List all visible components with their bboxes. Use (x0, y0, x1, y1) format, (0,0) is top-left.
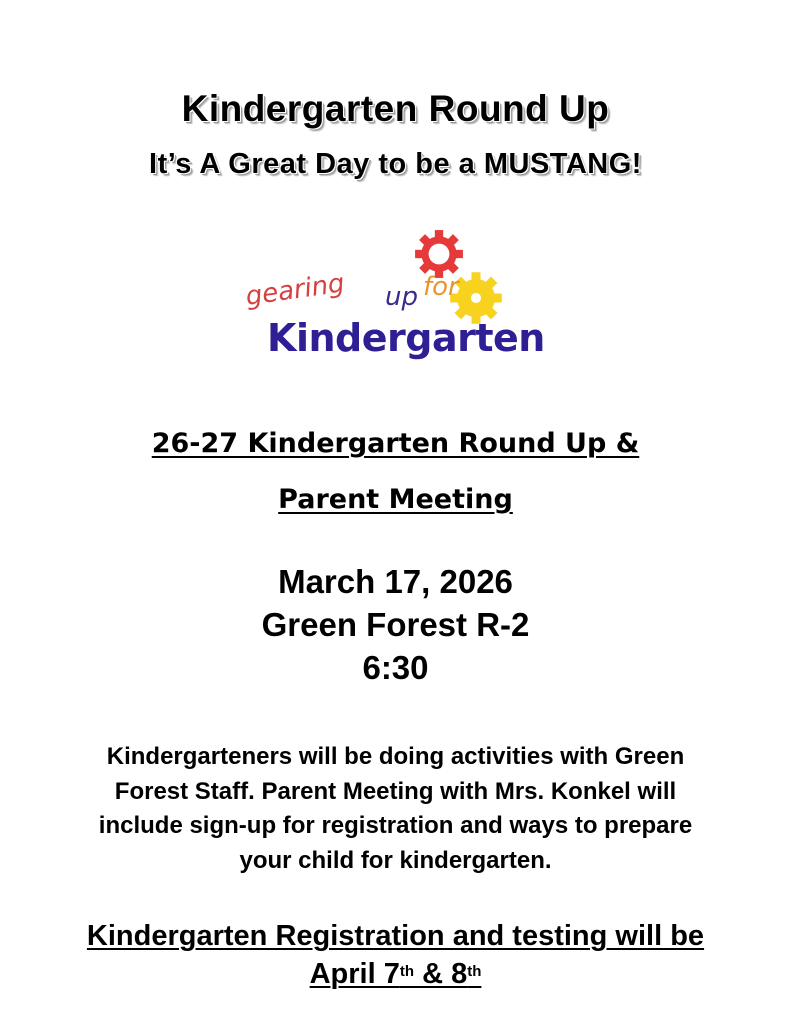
logo-word-for: for (423, 272, 459, 302)
flyer-title: Kindergarten Round Up (181, 88, 610, 129)
registration-date-8: & 8 (414, 958, 468, 990)
logo-word-kindergarten: Kindergarten (267, 316, 545, 360)
ordinal-suffix: th (467, 963, 482, 980)
description-line: your child for kindergarten. (239, 846, 552, 874)
event-description (0, 740, 791, 878)
description-line: Forest Staff. Parent Meeting with Mrs. Konkel will (114, 777, 677, 805)
event-details (0, 560, 791, 689)
registration-date-april-7: April 7 (309, 958, 400, 990)
event-heading-line1: 26-27 Kindergarten Round Up & (151, 428, 640, 459)
logo-word-up: up (385, 282, 418, 312)
registration-line1: Kindergarten Registration and testing will be (86, 920, 705, 952)
description-line: include sign-up for registration and ways to prepare (98, 812, 693, 839)
description-line: Kindergarteners will be doing activities with Green (106, 743, 685, 770)
event-heading-line2: Parent Meeting (278, 484, 513, 515)
logo-word-gearing: gearing (243, 268, 347, 312)
event-time: 6:30 (362, 649, 429, 686)
gearing-up-for-kindergarten-logo (245, 228, 545, 363)
registration-notice (0, 917, 791, 993)
event-location: Green Forest R-2 (261, 606, 530, 643)
event-date: March 17, 2026 (278, 563, 513, 600)
flyer-subtitle: It’s A Great Day to be a MUSTANG! (149, 148, 642, 180)
ordinal-suffix: th (399, 963, 415, 980)
registration-dates (310, 958, 482, 990)
